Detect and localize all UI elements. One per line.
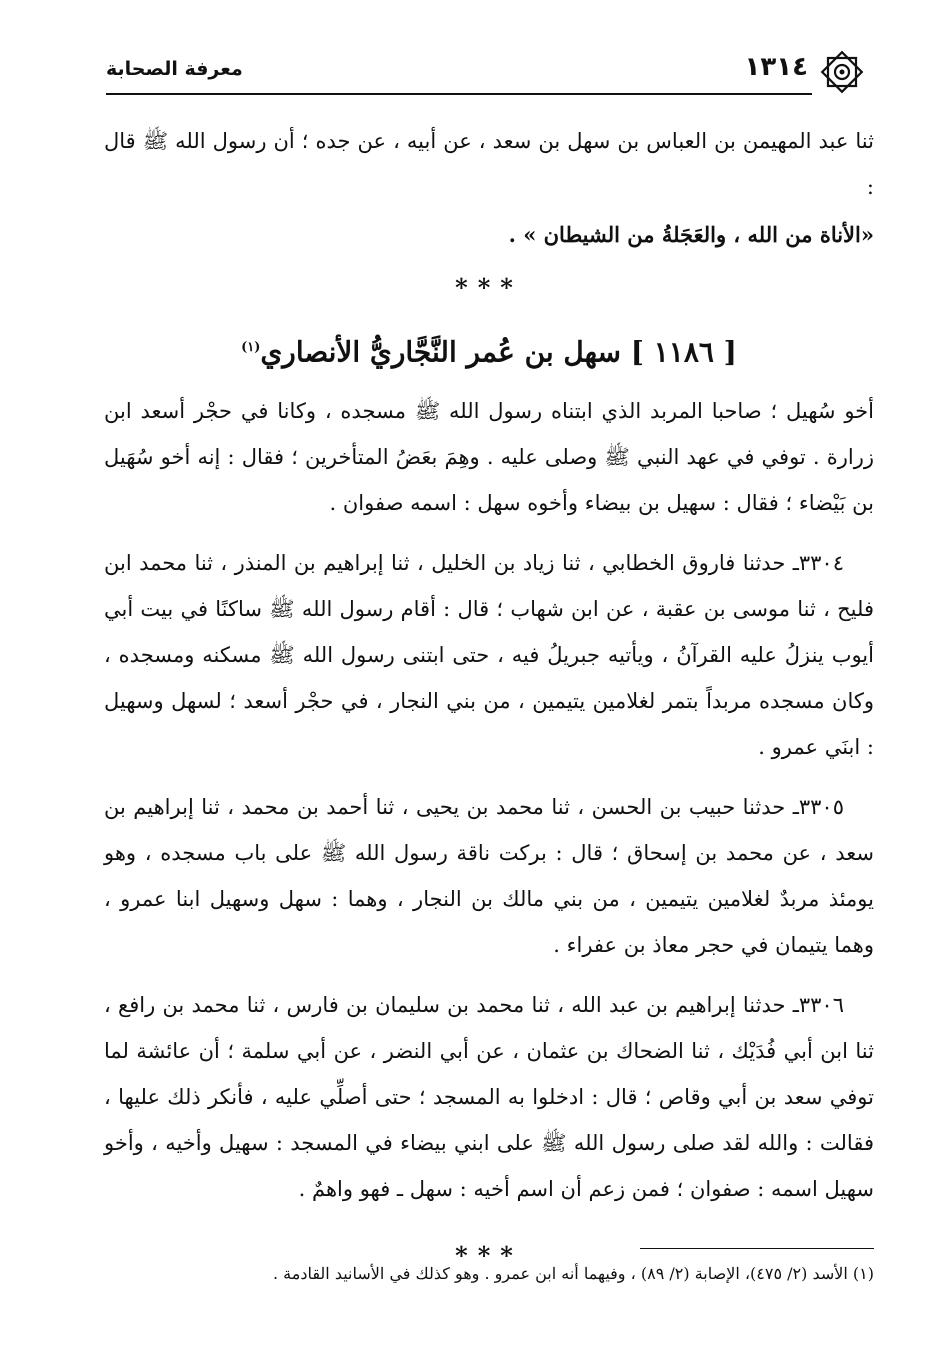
footnote-rule [640,1248,874,1249]
entry-heading-text: [ ١١٨٦ ] سهل بن عُمر النَّجَّاريُّ الأنصاري [260,335,737,369]
section-separator: *** [455,1241,523,1271]
page-number: ١٣١٤ [744,52,808,82]
header-rule [106,93,812,95]
hadith-paragraph: ٣٣٠٦ـ حدثنا إبراهيم بن عبد الله ، ثنا محمد بن سليمان بن فارس ، ثنا محمد بن رافع ، ثنا ابن أبي فُدَيْك ، ثنا الضحاك بن عثمان ، عن أبي النضر ، عن أبي سلمة ؛ أن عائشة لما توفي سعد بن أبي وقاص ؛ قال : ادخلوا به المسجد ؛ حتى أصلِّي عليه ، فأنكر ذلك عليها ، فقالت : والله لقد صلى رسول الله ﷺ على ابني بيضاء في المسجد : سهيل وأخيه ، وأخو سهيل اسمه : صفوان ؛ فمن زعم أن اسم أخيه : سهل ـ فهو واهمٌ . [104,993,874,1202]
entry-bio: أخو سُهيل ؛ صاحبا المربد الذي ابتناه رسول الله ﷺ مسجده ، وكانا في حجْر أسعد ابن زرارة . توفي في عهد النبي ﷺ وصلى عليه . وهِمَ بعَضُ المتأخرين ؛ فقال : إنه أخو سُهَيل بن بَيْضاء ؛ فقال : سهيل بن بيضاء وأخوه سهل : اسمه صفوان . [104,399,874,516]
page-header [106,48,866,94]
running-title: معرفة الصحابة [106,58,243,80]
main-text [104,118,874,1286]
intro-quote: «الأناة من الله ، والعَجَلةُ من الشيطان » . [508,222,874,247]
hadith-paragraph: ٣٣٠٥ـ حدثنا حبيب بن الحسن ، ثنا محمد بن يحيى ، ثنا أحمد بن محمد ، ثنا إبراهيم بن سعد ، عن محمد بن إسحاق ؛ قال : بركت ناقة رسول الله ﷺ على باب مسجده ، وهو يومئذ مربدٌ لغلامين يتيمين ، من بني مالك بن النجار ، وهما : سهل وسهيل ابنا عمرو ، وهما يتيمان في حجر معاذ بن عفراء . [104,795,874,958]
footnote: (١) الأسد (٢/ ٤٧٥)، الإصابة (٢/ ٨٩) ، وفيهما أنه ابن عمرو . وهو كذلك في الأسانيد القادمة . [273,1264,874,1283]
intro-line: ثنا عبد المهيمن بن العباس بن سهل بن سعد ، عن أبيه ، عن جده ؛ أن رسول الله ﷺ قال : [104,129,874,199]
section-separator: *** [455,273,523,302]
hadith-paragraph: ٣٣٠٤ـ حدثنا فاروق الخطابي ، ثنا زياد بن الخليل ، ثنا إبراهيم بن المنذر ، ثنا محمد ابن فليح ، ثنا موسى بن عقبة ، عن ابن شهاب ؛ قال : أقام رسول الله ﷺ ساكنًا في بيت أبي أيوب ينزلُ عليه القرآنُ ، ويأتيه جبريلُ فيه ، حتى ابتنى رسول الله ﷺ مسكنه ومسجده ، وكان مسجده مربداً بتمر لغلامين يتيمين ، من بني النجار ، في حجْر أسعد ؛ لسهل وسهيل : ابنَي عمرو . [104,551,874,760]
entry-heading [104,318,874,382]
footnote-marker: (١) [241,340,261,355]
star-ornament-icon [818,48,866,96]
